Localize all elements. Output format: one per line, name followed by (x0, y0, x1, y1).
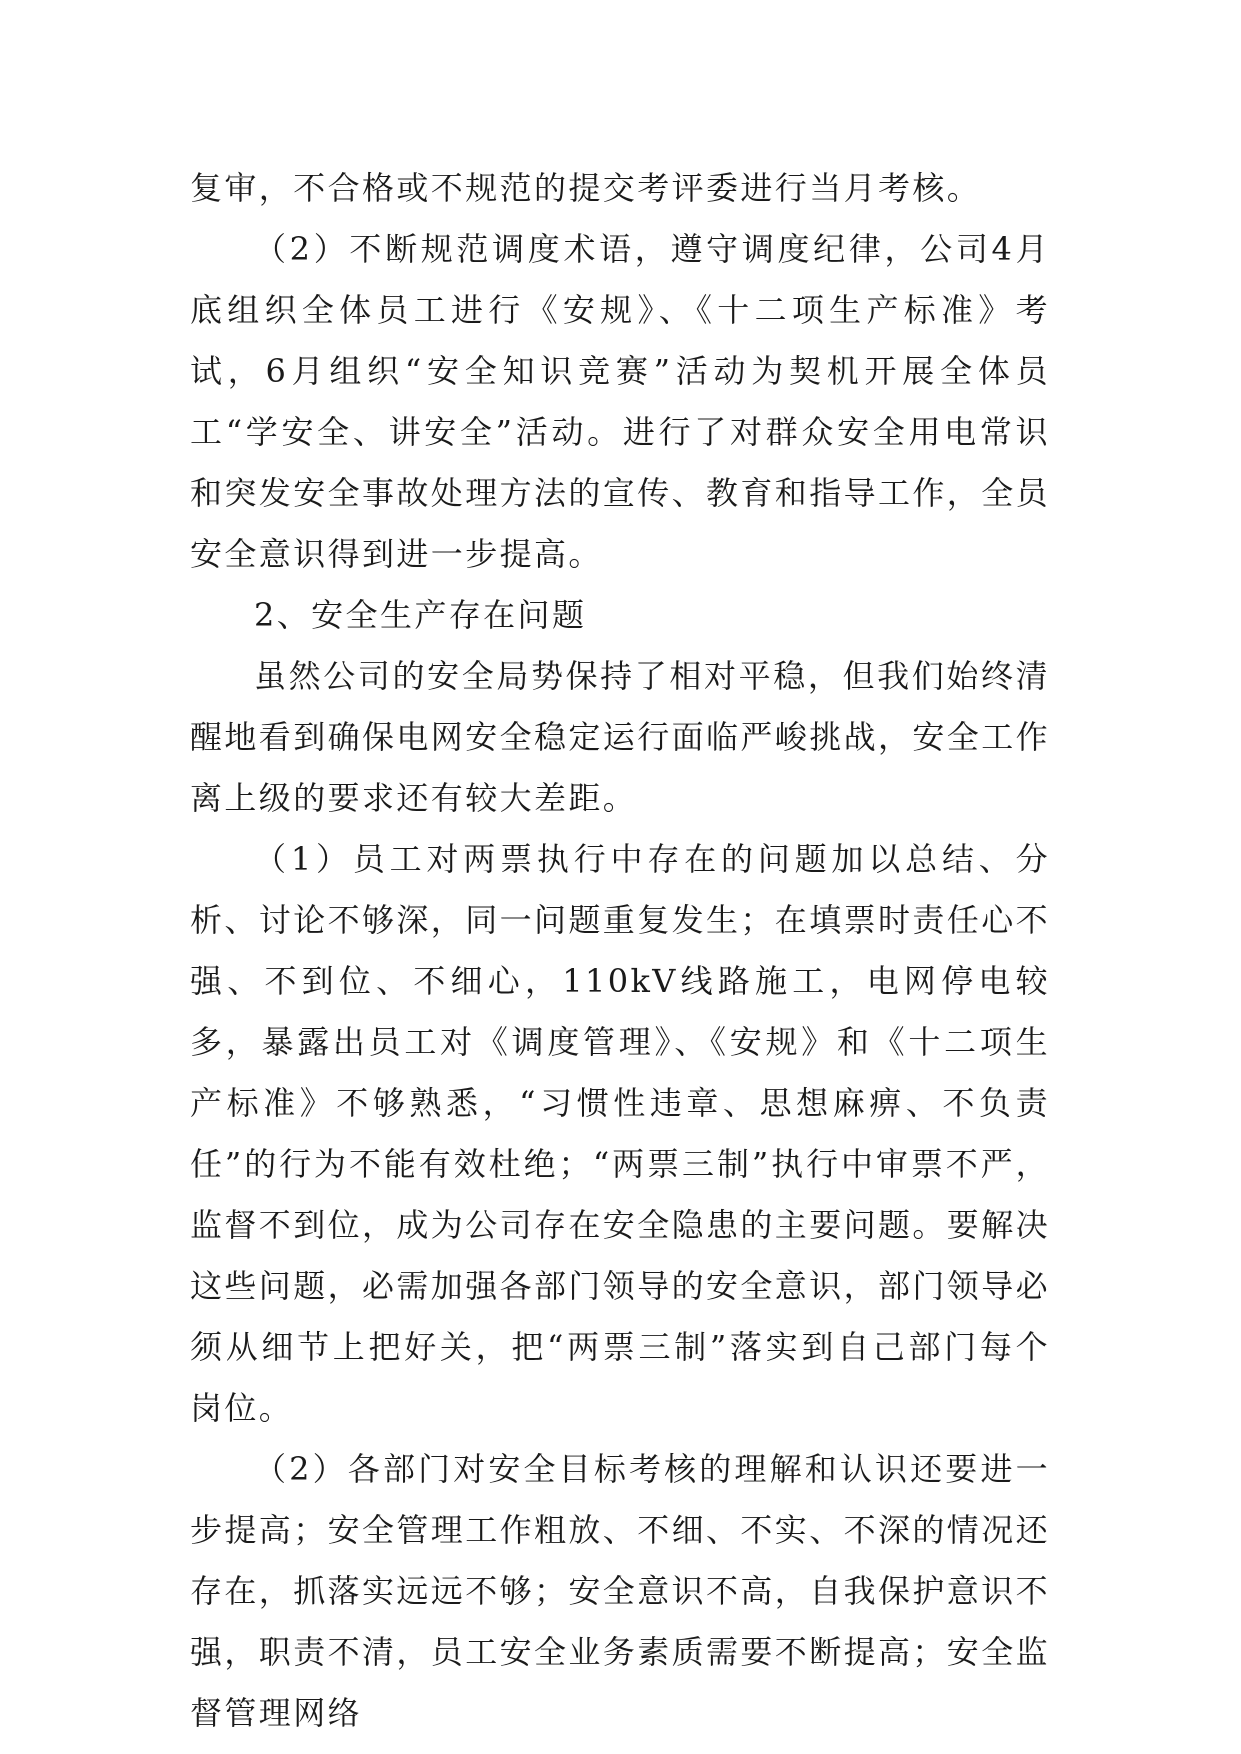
paragraph-overview: 虽然公司的安全局势保持了相对平稳，但我们始终清醒地看到确保电网安全稳定运行面临严峻挑战，安全工作离上级的要求还有较大差距。 (190, 657, 1051, 817)
paragraph-item-2-assessment: （2）各部门对安全目标考核的理解和认识还要进一步提高；安全管理工作粗放、不细、不实、不深的情况还存在，抓落实远远不够；安全意识不高，自我保护意识不强，职责不清，员工安全业务素质需要不断提高；安全监督管理网络 (190, 1450, 1051, 1732)
paragraph-item-1-two-tickets: （1）员工对两票执行中存在的问题加以总结、分析、讨论不够深，同一问题重复发生；在填票时责任心不强、不到位、不细心，110kV线路施工，电网停电较多，暴露出员工对《调度管理》、《安规》和《十二项生产标准》不够熟悉，“习惯性违章、思想麻痹、不负责任”的行为不能有效杜绝；“两票三制”执行中审票不严，监督不到位，成为公司存在安全隐患的主要问题。要解决这些问题，必需加强各部门领导的安全意识，部门领导必须从细节上把好关，把“两票三制”落实到自己部门每个岗位。 (190, 840, 1051, 1427)
section-heading-safety-issues: 2、安全生产存在问题 (254, 596, 587, 634)
document-body (190, 158, 1050, 1744)
paragraph-continuation: 复审，不合格或不规范的提交考评委进行当月考核。 (190, 169, 982, 207)
paragraph-item-2-standardize-dispatch: （2）不断规范调度术语，遵守调度纪律，公司4月底组织全体员工进行《安规》、《十二项生产标准》考试，6月组织“安全知识竞赛”活动为契机开展全体员工“学安全、讲安全”活动。进行了对群众安全用电常识和突发安全事故处理方法的宣传、教育和指导工作，全员安全意识得到进一步提高。 (190, 230, 1051, 573)
